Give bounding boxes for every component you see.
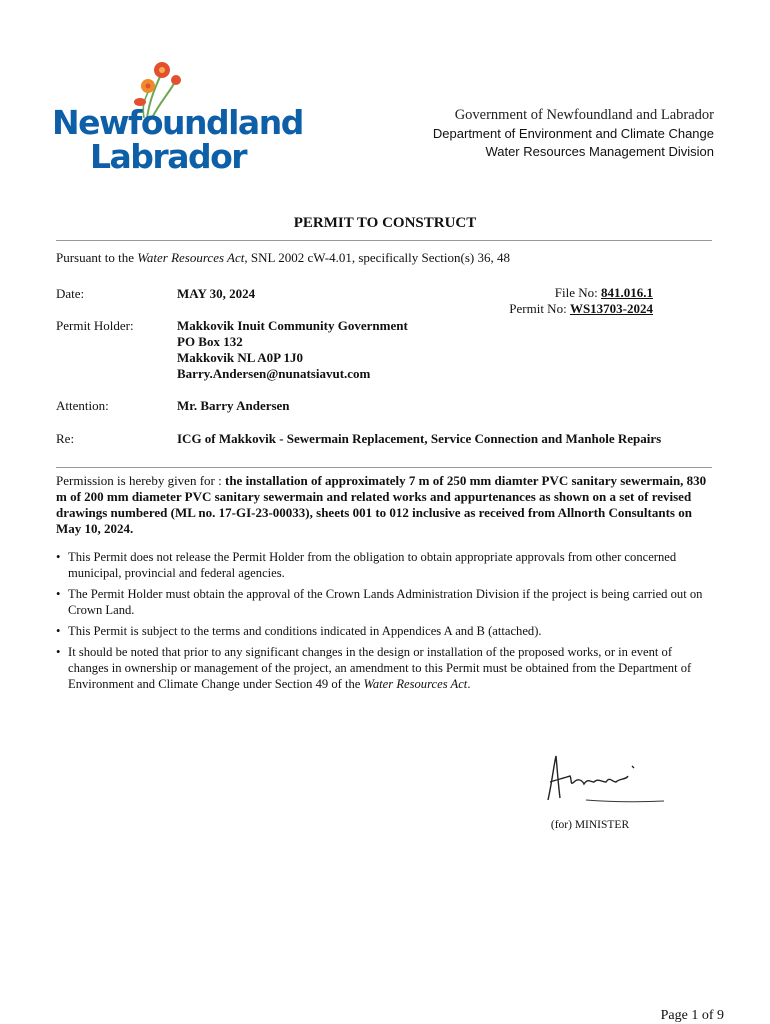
flower-icon bbox=[171, 75, 181, 85]
newfoundland-labrador-logo bbox=[52, 58, 303, 176]
list-item: • This Permit does not release the Permit Holder from the obligation to obtain appropriate approvals from other concerned municipal, provincial and federal agencies. bbox=[56, 549, 714, 581]
handwritten-signature bbox=[540, 752, 670, 808]
list-item: • The Permit Holder must obtain the approval of the Crown Lands Administration Division if the project is being carried out on Crown Land. bbox=[56, 586, 714, 618]
permission-paragraph: Permission is hereby given for : the installation of approximately 7 m of 250 mm diamter PVC sanitary sewermain, 830 m of 200 mm diameter PVC sanitary sewermain and related works and appurtenances as shown on a set of revised drawings numbered (ML no. 17-GI-23-00033), sheets 001 to 012 inclusive as received from Allnorth Consultants on May 10, 2024. bbox=[56, 473, 707, 536]
re-value: ICG of Makkovik - Sewermain Replacement, Service Connection and Manhole Repairs bbox=[177, 431, 662, 446]
logo-text-labrador: Labrador bbox=[90, 137, 247, 176]
body-divider bbox=[56, 467, 712, 468]
list-item: • It should be noted that prior to any significant changes in the design or installation of the proposed works, or in event of changes in ownership or management of the project, an amendment to this Permit must be obtained from the Department of Environment and Climate Change under Section 49 of the Water Resources Act. bbox=[56, 644, 714, 692]
permit-number: Permit No: WS13703-2024 bbox=[509, 301, 653, 316]
holder-po-box: PO Box 132 bbox=[177, 334, 243, 349]
re-label: Re: bbox=[56, 431, 75, 446]
signature-caption: (for) MINISTER bbox=[550, 819, 630, 831]
date-label: Date: bbox=[56, 286, 85, 301]
date-value: MAY 30, 2024 bbox=[177, 286, 256, 301]
document-title: PERMIT TO CONSTRUCT bbox=[293, 215, 477, 231]
holder-organization: Makkovik Inuit Community Government bbox=[177, 318, 408, 333]
list-item: • This Permit is subject to the terms and conditions indicated in Appendices A and B (attached). bbox=[56, 623, 714, 639]
attention-label: Attention: bbox=[56, 398, 109, 413]
division-name: Water Resources Management Division bbox=[485, 144, 714, 159]
attention-value: Mr. Barry Andersen bbox=[177, 398, 290, 413]
pursuant-statement: Pursuant to the Water Resources Act, SNL 2002 cW-4.01, specifically Section(s) 36, 48 bbox=[56, 250, 510, 265]
act-name: Water Resources Act bbox=[137, 250, 245, 265]
file-number: File No: 841.016.1 bbox=[554, 285, 653, 300]
permit-holder-label: Permit Holder: bbox=[56, 318, 134, 333]
title-divider bbox=[56, 240, 712, 241]
conditions-list bbox=[56, 549, 714, 697]
holder-email: Barry.Andersen@nunatsiavut.com bbox=[177, 366, 371, 381]
holder-city-postal: Makkovik NL A0P 1J0 bbox=[177, 350, 304, 365]
logo-text-newfoundland: Newfoundland bbox=[52, 103, 303, 142]
page-number: Page 1 of 9 bbox=[660, 1008, 724, 1023]
permit-holder-block bbox=[177, 318, 408, 382]
department-name: Department of Environment and Climate Change bbox=[432, 126, 714, 141]
government-name: Government of Newfoundland and Labrador bbox=[454, 107, 714, 123]
